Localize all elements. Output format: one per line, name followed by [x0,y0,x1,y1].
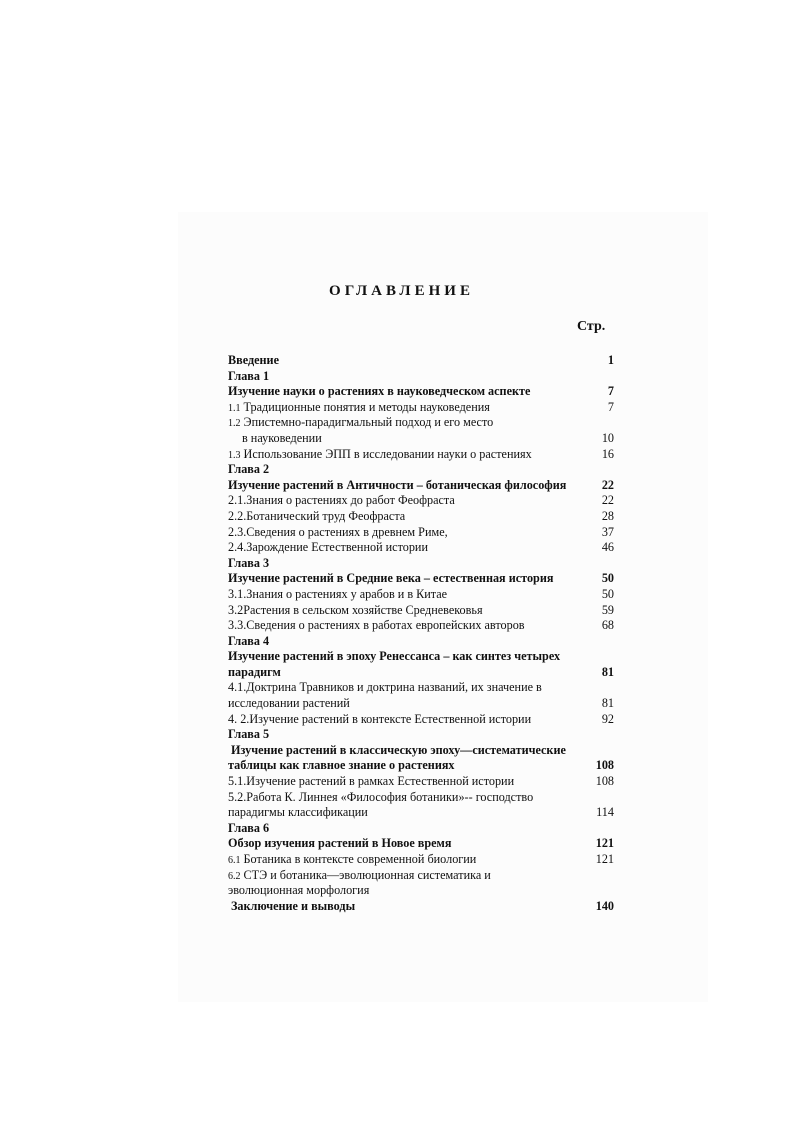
toc-entry [228,415,618,431]
toc-entry-page: 121 [595,852,614,866]
toc-entry-page: 1 [607,353,614,367]
toc-entry-text [228,665,281,681]
toc-entry-page: 81 [601,696,614,711]
toc-entry-label: Глава 3 [228,555,270,570]
toc-entry-text [228,384,530,400]
toc-entry [228,587,618,603]
toc-entry-label: 2.2.Ботанический труд Феофраста [228,508,406,523]
toc-entry-label: 2.3.Сведения о растениях в древнем Риме, [228,524,448,539]
toc-entry-label: Введение [228,353,279,367]
toc-entry-text [228,805,368,821]
toc-entry-text [228,883,369,899]
toc-entry-label: эволюционная морфология [228,883,370,898]
toc-entry [228,649,618,665]
toc-entry-text [228,478,566,494]
toc-entry-text [228,774,514,790]
toc-entry-page: 50 [601,586,614,601]
toc-entry [228,478,618,494]
toc-entry-text [228,727,269,743]
toc-entry-number: 1.1 [228,402,241,414]
toc-entry-page: 68 [601,618,614,633]
toc-entry-page: 7 [607,384,614,399]
toc-entry [228,665,618,681]
toc-entry [228,790,618,806]
toc-entry-page: 28 [601,508,614,523]
toc-entry-label: 5.2.Работа К. Линнея «Философия ботаники»-- господство [228,789,534,804]
toc-entry [228,353,618,369]
toc-entry [228,774,618,790]
toc-entry [228,852,618,868]
toc-entry-page: 140 [595,898,614,913]
toc-entry-label: Изучение науки о растениях в науковедческом аспекте [228,384,531,399]
toc-entry-label: 3.1.Знания о растениях у арабов и в Китае [228,586,448,601]
toc-entry [228,571,618,587]
toc-entry [228,369,618,385]
toc-entry-page: 7 [607,399,614,414]
toc-entry-text [228,447,532,464]
toc-entry-text [228,836,451,852]
toc-entry-label: Глава 2 [228,462,270,477]
toc-entry-label: в науковедении [242,430,322,445]
toc-entry [228,712,618,728]
table-of-contents [228,353,618,914]
toc-entry [228,493,618,509]
toc-entry-text [228,509,405,525]
toc-entry-label: Эпистемно-парадигмальный подход и его место [243,415,494,430]
toc-entry [228,805,618,821]
toc-entry [228,883,618,899]
toc-entry-label: 2.4.Зарождение Естественной истории [228,540,428,555]
toc-entry-text [228,369,269,385]
toc-entry-label: Изучение растений в Средние века – естественная история [228,571,554,586]
toc-entry-label: Ботаника в контексте современной биологии [243,852,477,866]
toc-entry [228,680,618,696]
toc-entry-page: 81 [601,664,614,679]
toc-entry [228,696,618,712]
toc-entry [228,462,618,478]
toc-entry-label: 3.2Растения в сельском хозяйстве Средневековья [228,602,483,617]
toc-entry-label: исследовании растений [228,696,350,711]
toc-entry-label: таблицы как главное знание о растениях [228,758,455,773]
toc-entry-text [228,634,269,650]
toc-entry-page: 16 [601,446,614,461]
toc-entry-label: 4.1.Доктрина Травников и доктрина названий, их значение в [228,680,542,695]
toc-entry-page: 108 [595,758,614,773]
toc-entry-text [228,603,483,619]
toc-entry-label: парадигмы классификации [228,805,368,820]
toc-entry-text [231,899,355,915]
toc-entry-number: 6.1 [228,855,241,866]
toc-entry-label: Изучение растений в Античности – ботаническая философия [228,477,567,492]
toc-entry-text [228,696,350,712]
toc-entry-label: Использование ЭПП в исследовании науки о растениях [243,446,532,461]
toc-entry-text [228,525,448,541]
toc-entry-text [228,618,525,634]
toc-entry [228,899,618,915]
toc-entry-label: Глава 5 [228,727,270,742]
toc-entry-label: Глава 4 [228,633,270,648]
toc-entry [228,743,618,759]
toc-entry-text [228,571,553,587]
toc-entry-text [228,680,542,696]
toc-entry-text [228,821,269,837]
toc-entry-page: 59 [601,602,614,617]
toc-entry-text [228,353,279,369]
toc-entry [228,384,618,400]
toc-entry [228,603,618,619]
toc-entry-label: Глава 6 [228,820,270,835]
toc-entry-page: 50 [601,571,614,586]
toc-entry-page: 114 [596,805,614,820]
toc-entry-page: 108 [595,774,614,789]
toc-entry [228,634,618,650]
toc-entry [228,836,618,852]
toc-entry-label: Изучение растений в классическую эпоху—систематические [231,742,566,757]
toc-entry-label: 2.1.Знания о растениях до работ Феофраста [228,493,455,508]
toc-entry [228,431,618,447]
toc-entry-text [242,431,322,447]
toc-entry [228,525,618,541]
toc-entry-number: 6.2 [228,870,241,882]
toc-entry [228,447,618,463]
toc-entry-text [228,587,447,603]
toc-entry-text [228,415,493,432]
toc-entry-label: парадигм [228,664,281,679]
toc-entry-text [228,540,428,556]
toc-entry-label: Заключение и выводы [231,898,356,913]
toc-entry-text [228,758,455,774]
toc-entry-page: 37 [601,524,614,539]
toc-entry-label: Традиционные понятия и методы науковедения [243,399,490,414]
toc-entry-page: 10 [601,430,614,445]
toc-entry [228,540,618,556]
toc-entry-page: 92 [601,711,614,726]
toc-entry [228,400,618,416]
toc-entry-label: Изучение растений в эпоху Ренессанса – как синтез четырех [228,649,561,664]
toc-entry-label: Обзор изучения растений в Новое время [228,836,452,851]
toc-entry-text [228,790,533,806]
toc-entry-page: 22 [601,493,614,508]
toc-entry-page: 22 [601,477,614,492]
toc-entry [228,556,618,572]
toc-entry-text [228,556,269,572]
toc-entry-label: 3.3.Сведения о растениях в работах европейских авторов [228,618,525,633]
toc-entry-text [228,868,491,885]
toc-entry-text [228,712,531,728]
toc-entry [228,868,618,884]
toc-entry-text [231,743,566,759]
toc-entry-label: 5.1.Изучение растений в рамках Естественной истории [228,774,515,789]
toc-entry [228,821,618,837]
toc-entry-page: 121 [595,836,614,851]
toc-entry-text [228,493,455,509]
toc-entry-number: 1.2 [228,418,241,430]
toc-entry [228,618,618,634]
toc-entry [228,509,618,525]
toc-entry-text [228,462,269,478]
toc-entry-page: 46 [601,540,614,555]
toc-entry [228,727,618,743]
toc-entry-number: 1.3 [228,449,241,461]
page-column-header: Стр. [577,319,606,334]
toc-entry-text [228,649,560,665]
toc-entry-label: СТЭ и ботаника—эволюционная систематика и [243,867,491,882]
document-title: ОГЛАВЛЕНИЕ [329,283,474,299]
toc-entry-label: Глава 1 [228,368,270,383]
toc-entry [228,758,618,774]
toc-entry-label: 4. 2.Изучение растений в контексте Естественной истории [228,711,532,726]
toc-entry-text [228,852,476,869]
toc-entry-text [228,400,490,417]
